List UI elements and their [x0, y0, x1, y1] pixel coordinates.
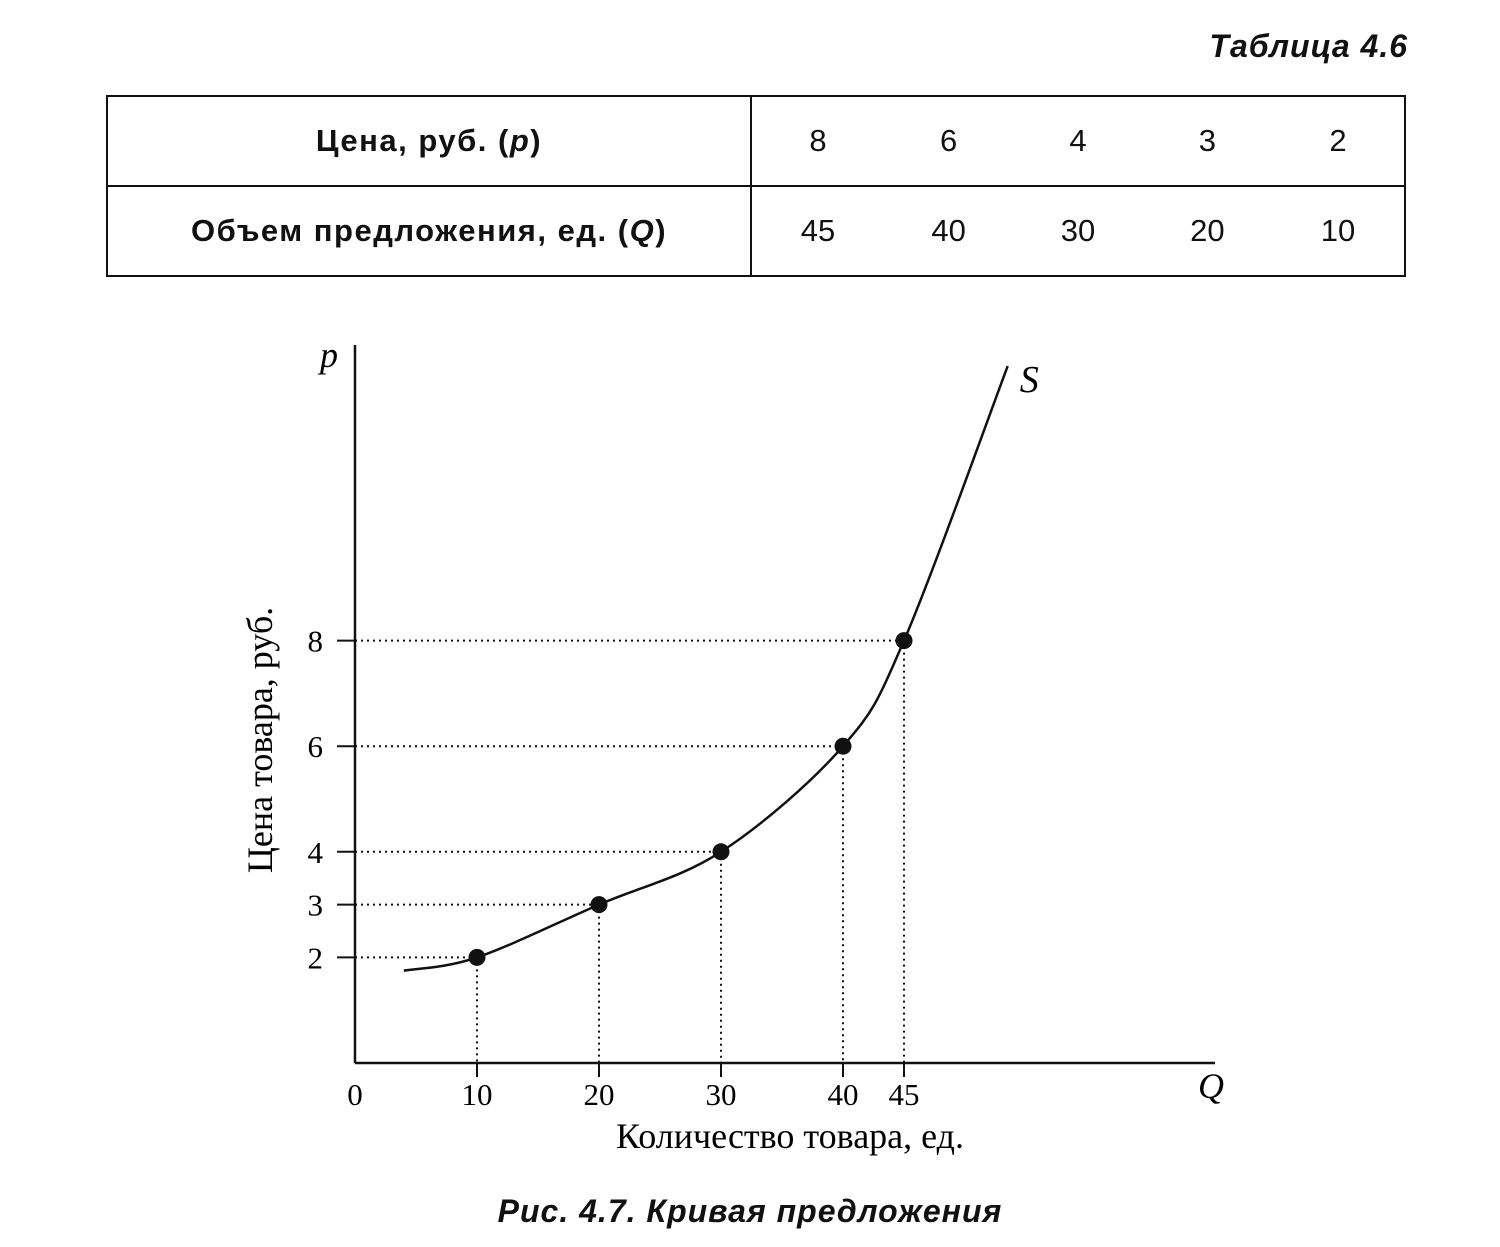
price-header: Цена, руб. (р) [107, 96, 751, 186]
table-label: Таблица 4.6 [1209, 28, 1408, 64]
y-axis-symbol: p [320, 335, 338, 375]
price-cell: 3 [1198, 123, 1216, 158]
quantity-cell: 40 [884, 186, 1013, 276]
y-tick-label: 6 [307, 729, 323, 765]
price-cell: 4 [1069, 123, 1087, 158]
quantity-header: Объем предложения, ед. (Q) [107, 186, 751, 276]
y-axis-title: Цена товара, руб. [240, 606, 280, 874]
series-label: S [1019, 359, 1039, 402]
y-tick-label: 8 [307, 623, 323, 659]
data-point [591, 896, 608, 913]
supply-curve-line [404, 366, 1008, 971]
figure-caption: Рис. 4.7. Кривая предложения [497, 1193, 1003, 1229]
quantity-cell: 30 [1013, 186, 1142, 276]
data-point [896, 632, 913, 649]
quantity-cell: 10 [1272, 186, 1405, 276]
price-cell: 6 [939, 123, 958, 158]
y-tick-label: 2 [307, 940, 323, 976]
x-tick-label: 20 [583, 1077, 615, 1112]
x-tick-label: 10 [461, 1077, 493, 1112]
price-cell: 8 [809, 123, 827, 158]
x-tick-label: 0 [347, 1077, 363, 1112]
quantity-cell: 45 [751, 186, 884, 276]
quantity-cell: 20 [1143, 186, 1272, 276]
x-axis-symbol: Q [1198, 1066, 1224, 1106]
y-tick-label: 4 [307, 834, 323, 870]
y-tick-label: 3 [307, 887, 323, 923]
data-point [835, 738, 852, 755]
x-tick-label: 45 [888, 1077, 920, 1112]
price-cell: 2 [1329, 123, 1347, 158]
x-tick-label: 40 [827, 1077, 859, 1112]
x-tick-label: 30 [705, 1077, 737, 1112]
x-axis-title: Количество товара, ед. [616, 1116, 964, 1156]
data-point [469, 949, 486, 966]
data-point [713, 843, 730, 860]
